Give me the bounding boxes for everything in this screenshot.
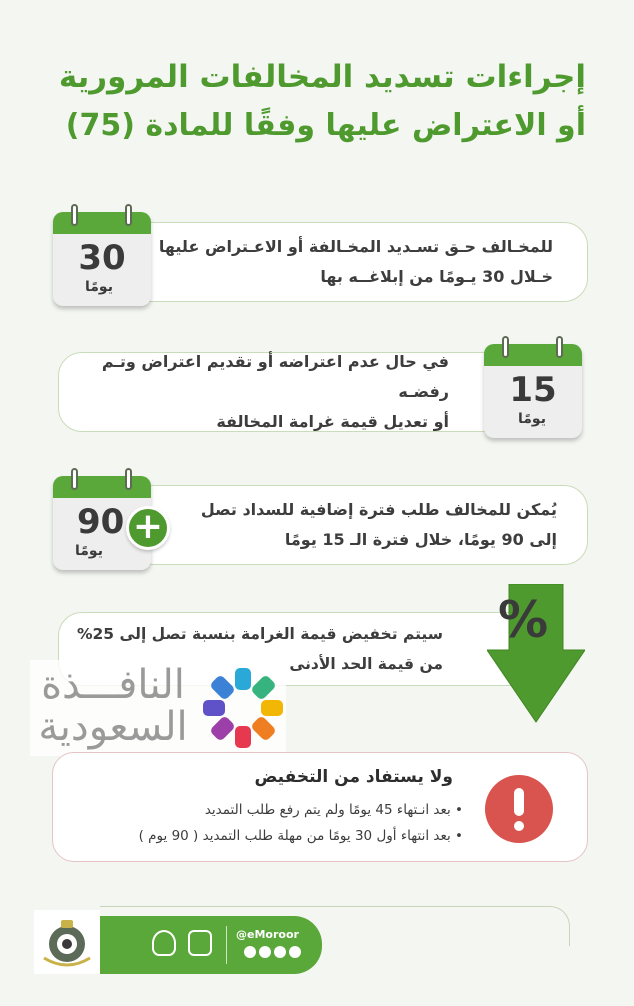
step-card-15-days (58, 352, 554, 432)
footer-handle: @eMoroor (236, 928, 299, 941)
youtube-icon (289, 946, 301, 958)
instagram-icon (274, 946, 286, 958)
no-discount-heading: ولا يستفاد من التخفيض (254, 767, 453, 787)
saudi-emblem-icon (152, 930, 176, 956)
logo-icon (202, 664, 284, 752)
watermark-logo (30, 660, 286, 756)
days-number: 90 (77, 502, 125, 542)
facebook-icon (259, 946, 271, 958)
days-number: 30 (78, 238, 126, 278)
title-line-1: إجراءات تسديد المخالفات المرورية (58, 59, 586, 95)
step-card-90-days (130, 485, 588, 565)
days-unit: يومًا (75, 543, 103, 559)
days-unit: يومًا (518, 411, 546, 427)
days-number: 15 (509, 370, 557, 410)
percent-symbol: % (497, 591, 549, 649)
step-card-30-days (90, 222, 588, 302)
step-text-line-2: أو تعديل قيمة غرامة المخالفة (216, 412, 449, 431)
plus-icon: + (126, 506, 170, 550)
step-text-line-1: في حال عدم اعتراضه أو تقديم اعتراض وتـم رفضـه (101, 352, 449, 401)
title-line-2: أو الاعتراض عليها وفقًا للمادة (75) (65, 108, 586, 143)
x-icon (244, 946, 256, 958)
step-text-line-2: خـلال 30 يـومًا من إبلاغــه بها (320, 267, 553, 286)
discount-text-line-2: من قيمة الحد الأدنى (289, 655, 443, 673)
social-icons (244, 946, 301, 958)
step-text-line-2: إلى 90 يومًا، خلال فترة الـ 15 يومًا (284, 530, 557, 549)
days-unit: يومًا (85, 279, 113, 295)
step-text-line-1: للمخـالف حـق تسـديد المخـالفة أو الاعـتراض عليها (158, 237, 553, 256)
calendar-icon-15 (484, 344, 582, 438)
calendar-icon-30 (53, 212, 151, 306)
list-item: • بعد انـتهاء 45 يومًا ولم يتم رفع طلب التمديد (204, 802, 463, 818)
footer-bar (100, 916, 322, 974)
ministry-emblem-icon (188, 930, 212, 956)
traffic-emblem (34, 910, 100, 974)
list-item: • بعد انتهاء أول 30 يومًا من مهلة طلب التمديد ( 90 يوم ) (138, 828, 463, 844)
page-title (26, 52, 586, 150)
discount-text-line-1: سيتم تخفيض قيمة الغرامة بنسبة تصل إلى 25% (76, 625, 443, 643)
exclamation-icon (485, 775, 553, 843)
watermark-line-1: النافـــذة (41, 662, 185, 708)
footer-divider (226, 926, 227, 964)
step-text-line-1: يُمكن للمخالف طلب فترة إضافية للسداد تصل (200, 500, 557, 519)
watermark-line-2: السعودية (38, 704, 188, 750)
no-discount-box (52, 752, 588, 862)
bullet-list (139, 797, 463, 849)
